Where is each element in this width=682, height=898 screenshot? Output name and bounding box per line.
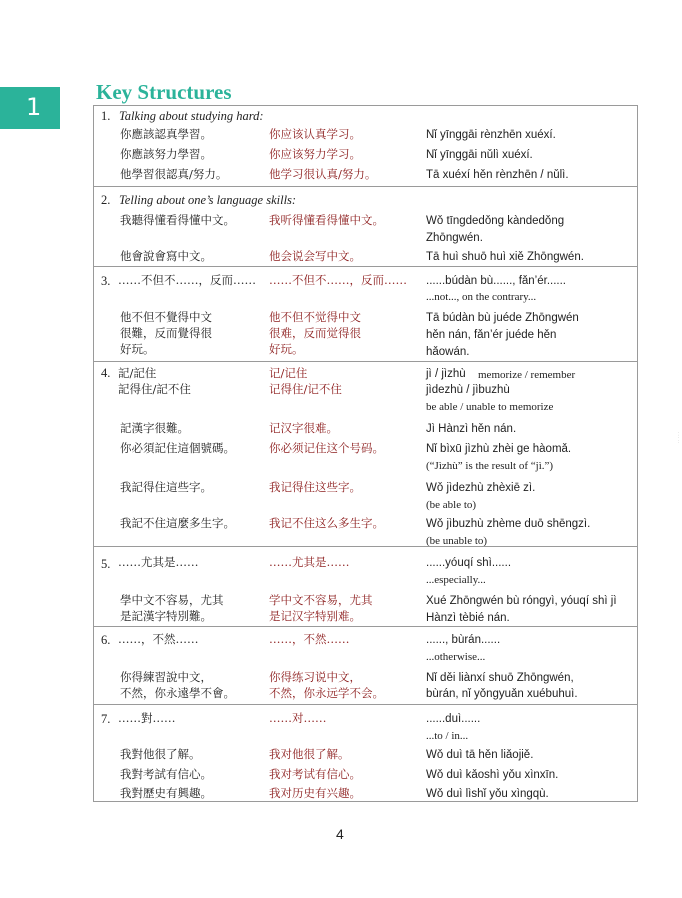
chapter-number: 1 bbox=[26, 93, 42, 121]
pinyin-pattern: jì / jìzhù bbox=[426, 368, 466, 380]
pinyin-sentence: Nǐ yīnggāi nǔlì xuéxí. bbox=[426, 149, 533, 161]
traditional-sentence: 不然，你永遠學不會。 bbox=[120, 686, 235, 700]
section-number: 1. bbox=[101, 109, 111, 123]
pattern-meaning: be able / unable to memorize bbox=[426, 401, 554, 413]
pinyin-sentence: Tā xuéxí hěn rènzhēn / nǔlì. bbox=[426, 169, 569, 181]
pattern-meaning: ...especially... bbox=[426, 574, 486, 586]
simplified-sentence: 他学习很认真/努力。 bbox=[269, 167, 377, 181]
traditional-sentence: 是記漢字特別難。 bbox=[120, 609, 212, 623]
simplified-pattern: ……不但不……，反而…… bbox=[269, 273, 407, 287]
key-structures-table bbox=[93, 105, 638, 802]
pinyin-sentence: Wǒ duì tā hěn liǎojiě. bbox=[426, 749, 534, 761]
section-number: 4. bbox=[101, 366, 111, 380]
section-number: 6. bbox=[101, 633, 111, 647]
section-3 bbox=[94, 266, 637, 362]
simplified-sentence: 你应该认真学习。 bbox=[269, 127, 361, 141]
pinyin-pattern: ......yóuqí shì...... bbox=[426, 557, 512, 569]
simplified-pattern: ……，不然…… bbox=[269, 632, 350, 646]
section-heading: Talking about studying hard: bbox=[119, 109, 264, 123]
traditional-sentence: 他會說會寫中文。 bbox=[120, 249, 212, 263]
traditional-sentence: 我記得住這些字。 bbox=[120, 480, 212, 494]
pinyin-sentence: Nǐ bìxū jìzhù zhèi ge hàomǎ. bbox=[426, 443, 572, 455]
traditional-sentence: 我對考試有信心。 bbox=[120, 767, 212, 781]
sentence-note: (“Jìzhù” is the result of “jì.”) bbox=[426, 460, 554, 472]
pattern-meaning: ...not..., on the contrary... bbox=[426, 291, 537, 303]
section-7 bbox=[94, 704, 637, 802]
simplified-sentence: 我记不住这么多生字。 bbox=[269, 516, 384, 530]
traditional-sentence: 他學習很認真/努力。 bbox=[120, 167, 228, 181]
pinyin-sentence: Tā búdàn bù juéde Zhōngwén hěn nán, fǎn’ér juéde hěn hǎowán. bbox=[426, 312, 579, 358]
traditional-sentence: 好玩。 bbox=[120, 342, 155, 356]
pinyin-sentence: Xué Zhōngwén bù róngyì, yóuqí shì jì Hànzì tèbié nán. bbox=[426, 595, 617, 624]
traditional-pattern: 記得住/記不住 bbox=[118, 382, 191, 396]
pattern-meaning: ...to / in... bbox=[426, 730, 469, 742]
page-title: Key Structures bbox=[96, 80, 232, 104]
simplified-sentence: 他不但不觉得中文 bbox=[269, 310, 361, 324]
pinyin-sentence: Tā huì shuō huì xiě Zhōngwén. bbox=[426, 251, 584, 263]
simplified-sentence: 很难，反而觉得很 bbox=[269, 326, 361, 340]
pinyin-sentence: Nǐ yīnggāi rènzhēn xuéxí. bbox=[426, 129, 556, 141]
simplified-pattern: 记/记住 bbox=[269, 366, 308, 380]
pinyin-pattern: ......duì...... bbox=[426, 713, 481, 725]
section-2 bbox=[94, 186, 637, 267]
simplified-sentence: 是记汉字特别难。 bbox=[269, 609, 361, 623]
traditional-sentence: 我聽得懂看得懂中文。 bbox=[120, 213, 235, 227]
pattern-meaning: memorize / remember bbox=[478, 369, 576, 381]
section-number: 2. bbox=[101, 193, 111, 207]
simplified-sentence: 我对他很了解。 bbox=[269, 747, 350, 761]
pinyin-sentence: Wǒ duì kǎoshì yǒu xìnxīn. bbox=[426, 769, 559, 781]
pinyin-pattern: ......búdàn bù......, fǎn’ér...... bbox=[426, 275, 566, 287]
simplified-pattern: 记得住/记不住 bbox=[269, 382, 342, 396]
pinyin-sentence: Wǒ duì lìshǐ yǒu xìngqù. bbox=[426, 788, 549, 800]
traditional-sentence: 記漢字很難。 bbox=[120, 421, 189, 435]
simplified-sentence: 我对历史有兴趣。 bbox=[269, 786, 361, 800]
traditional-pattern: ……，不然…… bbox=[118, 632, 199, 646]
chapter-tab bbox=[0, 87, 60, 129]
pinyin-pattern: ......, bùrán...... bbox=[426, 634, 501, 646]
page-number: 4 bbox=[336, 826, 344, 842]
pinyin-sentence: Wǒ tīngdedǒng kàndedǒng Zhōngwén. bbox=[426, 215, 565, 244]
section-heading: Telling about one’s language skills: bbox=[119, 193, 297, 207]
traditional-sentence: 很難，反而覺得很 bbox=[120, 326, 212, 340]
simplified-sentence: 我听得懂看得懂中文。 bbox=[269, 213, 384, 227]
simplified-sentence: 你必须记住这个号码。 bbox=[269, 441, 384, 455]
simplified-sentence: 不然，你永远学不会。 bbox=[269, 686, 384, 700]
pinyin-sentence: Jì Hànzì hěn nán. bbox=[426, 423, 517, 435]
pinyin-sentence: Wǒ jìdezhù zhèxiē zì. bbox=[426, 482, 536, 494]
traditional-sentence: 你應該努力學習。 bbox=[120, 147, 212, 161]
pinyin-pattern: jìdezhù / jìbuzhù bbox=[426, 384, 510, 396]
traditional-sentence: 他不但不覺得中文 bbox=[120, 310, 212, 324]
traditional-sentence: 你應該認真學習。 bbox=[120, 127, 212, 141]
simplified-sentence: 我对考试有信心。 bbox=[269, 767, 361, 781]
traditional-sentence: 我記不住這麼多生字。 bbox=[120, 516, 235, 530]
section-number: 7. bbox=[101, 712, 111, 726]
section-1 bbox=[94, 106, 637, 186]
side-mark: · · · · · bbox=[676, 432, 681, 444]
sentence-note: (be unable to) bbox=[426, 535, 488, 547]
traditional-pattern: 記/記住 bbox=[118, 366, 157, 380]
simplified-pattern: ……尤其是…… bbox=[269, 555, 350, 569]
simplified-sentence: 你应该努力学习。 bbox=[269, 147, 361, 161]
sentence-note: (be able to) bbox=[426, 499, 477, 511]
pinyin-sentence: Nǐ děi liànxí shuō Zhōngwén, bbox=[426, 672, 574, 684]
traditional-pattern: ……尤其是…… bbox=[118, 555, 199, 569]
section-5 bbox=[94, 546, 637, 627]
traditional-pattern: ……不但不……，反而…… bbox=[118, 273, 256, 287]
simplified-sentence: 学中文不容易，尤其 bbox=[269, 593, 373, 607]
section-number: 3. bbox=[101, 274, 111, 288]
traditional-sentence: 你必須記住這個號碼。 bbox=[120, 441, 235, 455]
section-4 bbox=[94, 361, 637, 547]
simplified-sentence: 记汉字很难。 bbox=[269, 421, 338, 435]
pinyin-sentence: bùrán, nǐ yǒngyuǎn xuébuhuì. bbox=[426, 688, 578, 700]
traditional-pattern: ……對…… bbox=[118, 711, 176, 725]
section-number: 5. bbox=[101, 557, 111, 571]
simplified-sentence: 好玩。 bbox=[269, 342, 304, 356]
traditional-sentence: 我對歷史有興趣。 bbox=[120, 786, 212, 800]
simplified-sentence: 他会说会写中文。 bbox=[269, 249, 361, 263]
simplified-sentence: 你得练习说中文， bbox=[269, 670, 361, 684]
section-6 bbox=[94, 626, 637, 705]
simplified-sentence: 我记得住这些字。 bbox=[269, 480, 361, 494]
traditional-sentence: 你得練習說中文， bbox=[120, 670, 212, 684]
simplified-pattern: ……对…… bbox=[269, 711, 327, 725]
pinyin-sentence: Wǒ jìbuzhù zhème duō shēngzì. bbox=[426, 518, 591, 530]
pattern-meaning: ...otherwise... bbox=[426, 651, 486, 663]
traditional-sentence: 我對他很了解。 bbox=[120, 747, 201, 761]
traditional-sentence: 學中文不容易，尤其 bbox=[120, 593, 224, 607]
